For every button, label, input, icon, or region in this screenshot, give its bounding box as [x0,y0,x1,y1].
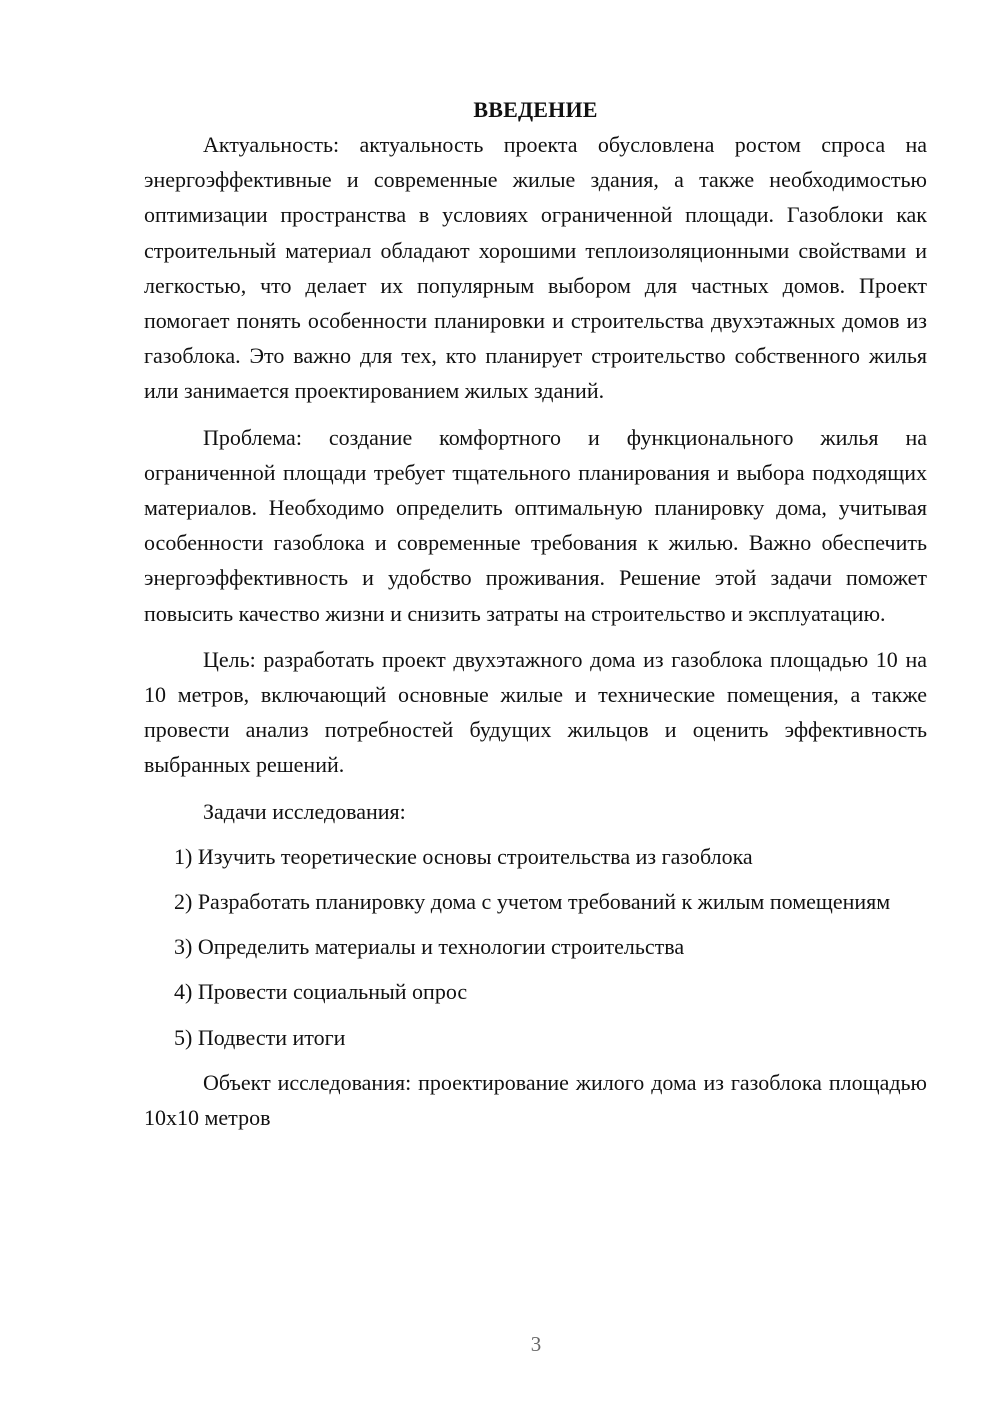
research-object-paragraph: Объект исследования: проектирование жилого дома из газоблока площадью 10х10 метров [144,1069,927,1131]
goal-paragraph: Цель: разработать проект двухэтажного дома из газоблока площадью 10 на 10 метров, включающий основные жилые и технические помещения, а также провести анализ потребностей будущих жильцов и оценить эффективность выбранных решений. [144,646,927,778]
task-item: 5) Подвести итоги [174,1024,346,1050]
task-item: 1) Изучить теоретические основы строительства из газоблока [174,843,753,869]
section-title: ВВЕДЕНИЕ [473,97,598,122]
relevance-paragraph: Актуальность: актуальность проекта обусловлена ростом спроса на энергоэффективные и современные жилые здания, а также необходимостью оптимизации пространства в условиях ограниченной площади. Газоблоки как строительный материал обладают хорошими теплоизоляционными свойствами и легкостью, что делает их популярным выбором для частных домов. Проект помогает понять особенности планировки и строительства двухэтажных домов из газоблока. Это важно для тех, кто планирует строительство собственного жилья или занимается проектированием жилых зданий. [144,132,927,404]
task-item: 4) Провести социальный опрос [174,979,468,1005]
page-number: 3 [530,1332,542,1356]
task-item: 2) Разработать планировку дома с учетом требований к жилым помещениям [174,889,891,915]
task-item: 3) Определить материалы и технологии строительства [174,934,685,960]
tasks-heading: Задачи исследования: [203,798,406,824]
problem-paragraph: Проблема: создание комфортного и функционального жилья на ограниченной площади требует тщательного планирования и выбора подходящих материалов. Необходимо определить оптимальную планировку дома, учитывая особенности газоблока и современные требования к жилью. Важно обеспечить энергоэффективность и удобство проживания. Решение этой задачи поможет повысить качество жизни и снизить затраты на строительство и эксплуатацию. [144,424,927,626]
tasks-list [144,839,927,1055]
page-content [144,92,927,1135]
